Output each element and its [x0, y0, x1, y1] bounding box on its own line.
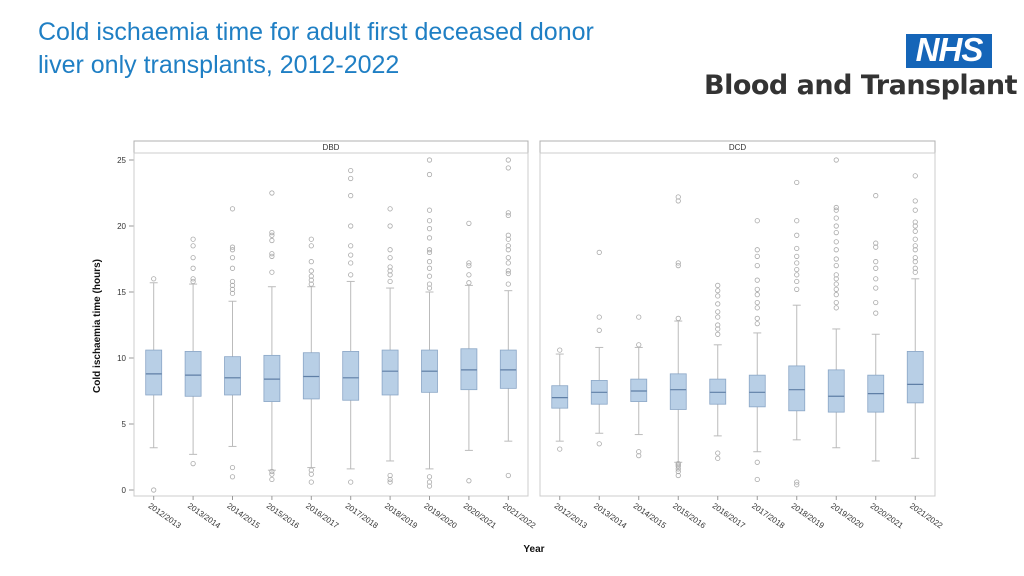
- x-tick-label: 2012/2013: [552, 501, 589, 531]
- outlier-point: [874, 277, 878, 281]
- outlier-point: [874, 300, 878, 304]
- outlier-point: [834, 300, 838, 304]
- outlier-point: [506, 282, 510, 286]
- outlier-point: [309, 269, 313, 273]
- outlier-point: [795, 254, 799, 258]
- outlier-point: [834, 282, 838, 286]
- outlier-point: [506, 158, 510, 162]
- outlier-point: [230, 245, 234, 249]
- organisation-name: Blood and Transplant: [704, 70, 1018, 101]
- box-dcd-2013-2014: [591, 250, 607, 446]
- box-dbd-2021-2022: [500, 158, 516, 478]
- y-tick-label: 15: [117, 288, 126, 297]
- outlier-point: [795, 287, 799, 291]
- outlier-point: [716, 451, 720, 455]
- outlier-point: [834, 287, 838, 291]
- outlier-point: [309, 259, 313, 263]
- x-tick-label: 2016/2017: [710, 501, 747, 531]
- outlier-point: [230, 207, 234, 211]
- outlier-point: [270, 270, 274, 274]
- iqr-box: [710, 379, 726, 404]
- outlier-point: [834, 257, 838, 261]
- x-tick-label: 2018/2019: [382, 501, 420, 531]
- outlier-point: [834, 292, 838, 296]
- iqr-box: [828, 370, 844, 412]
- outlier-point: [834, 158, 838, 162]
- outlier-point: [716, 456, 720, 460]
- outlier-point: [506, 255, 510, 259]
- outlier-point: [795, 279, 799, 283]
- outlier-point: [755, 219, 759, 223]
- iqr-box: [382, 350, 398, 395]
- outlier-point: [427, 248, 431, 252]
- outlier-point: [191, 277, 195, 281]
- iqr-box: [303, 353, 319, 399]
- outlier-point: [834, 205, 838, 209]
- outlier-point: [874, 311, 878, 315]
- outlier-point: [716, 302, 720, 306]
- outlier-point: [427, 219, 431, 223]
- outlier-point: [230, 266, 234, 270]
- x-tick-label: 2014/2015: [225, 501, 262, 531]
- outlier-point: [716, 310, 720, 314]
- outlier-point: [230, 475, 234, 479]
- outlier-point: [558, 447, 562, 451]
- panel-dbd: [134, 141, 538, 531]
- box-dcd-2012-2013: [552, 348, 568, 451]
- x-tick-label: 2017/2018: [343, 501, 380, 531]
- box-dbd-2019-2020: [422, 158, 438, 488]
- outlier-point: [349, 273, 353, 277]
- outlier-point: [388, 255, 392, 259]
- outlier-point: [427, 259, 431, 263]
- iqr-box: [146, 350, 162, 395]
- outlier-point: [191, 461, 195, 465]
- outlier-point: [795, 480, 799, 484]
- outlier-point: [467, 479, 471, 483]
- outlier-point: [349, 253, 353, 257]
- outlier-point: [152, 277, 156, 281]
- outlier-point: [834, 224, 838, 228]
- outlier-point: [795, 261, 799, 265]
- outlier-point: [309, 480, 313, 484]
- outlier-point: [834, 263, 838, 267]
- panel-title: DCD: [728, 143, 747, 152]
- outlier-point: [874, 266, 878, 270]
- iqr-box: [343, 351, 359, 400]
- outlier-point: [834, 306, 838, 310]
- box-dbd-2016-2017: [303, 237, 319, 484]
- nhs-logo-text: NHS: [915, 31, 983, 68]
- outlier-point: [506, 269, 510, 273]
- iqr-box: [225, 357, 241, 395]
- outlier-point: [230, 255, 234, 259]
- outlier-point: [506, 261, 510, 265]
- outlier-point: [716, 283, 720, 287]
- x-tick-label: 2012/2013: [146, 501, 183, 531]
- x-tick-label: 2013/2014: [185, 501, 223, 531]
- x-tick-label: 2019/2020: [422, 501, 459, 531]
- outlier-point: [834, 248, 838, 252]
- title-line-1: Cold ischaemia time for adult first deceased donor: [38, 18, 594, 46]
- box-dcd-2021-2022: [907, 174, 923, 459]
- outlier-point: [637, 343, 641, 347]
- iqr-box: [185, 351, 201, 396]
- outlier-point: [309, 244, 313, 248]
- box-dcd-2015-2016: [670, 195, 686, 478]
- x-tick-label: 2020/2021: [868, 501, 905, 531]
- outlier-point: [755, 460, 759, 464]
- outlier-point: [795, 219, 799, 223]
- outlier-point: [755, 292, 759, 296]
- outlier-point: [309, 237, 313, 241]
- outlier-point: [795, 267, 799, 271]
- outlier-point: [676, 316, 680, 320]
- iqr-box: [631, 379, 647, 401]
- outlier-point: [913, 199, 917, 203]
- outlier-point: [795, 233, 799, 237]
- outlier-point: [913, 174, 917, 178]
- box-dcd-2018-2019: [789, 180, 805, 487]
- outlier-point: [676, 261, 680, 265]
- outlier-point: [270, 191, 274, 195]
- outlier-point: [874, 193, 878, 197]
- outlier-point: [152, 488, 156, 492]
- x-tick-label: 2021/2022: [501, 501, 538, 531]
- outlier-point: [755, 306, 759, 310]
- y-tick-label: 0: [121, 486, 126, 495]
- outlier-point: [270, 238, 274, 242]
- outlier-point: [716, 332, 720, 336]
- box-dcd-2017-2018: [749, 219, 765, 482]
- x-tick-label: 2014/2015: [631, 501, 668, 531]
- outlier-point: [349, 261, 353, 265]
- outlier-point: [913, 208, 917, 212]
- outlier-point: [755, 300, 759, 304]
- outlier-point: [874, 286, 878, 290]
- outlier-point: [191, 237, 195, 241]
- y-tick-label: 25: [117, 156, 126, 165]
- outlier-point: [427, 226, 431, 230]
- box-dbd-2015-2016: [264, 191, 280, 482]
- panel-dcd: [540, 141, 945, 531]
- outlier-point: [795, 180, 799, 184]
- outlier-point: [349, 224, 353, 228]
- y-axis-label: Cold ischaemia time (hours): [92, 259, 103, 393]
- outlier-point: [716, 315, 720, 319]
- box-dbd-2012-2013: [146, 277, 162, 493]
- iqr-box: [461, 349, 477, 390]
- box-dbd-2013-2014: [185, 237, 201, 466]
- outlier-point: [834, 230, 838, 234]
- outlier-point: [191, 255, 195, 259]
- outlier-point: [349, 176, 353, 180]
- outlier-point: [427, 266, 431, 270]
- outlier-point: [755, 248, 759, 252]
- outlier-point: [913, 237, 917, 241]
- outlier-point: [270, 252, 274, 256]
- outlier-point: [388, 207, 392, 211]
- x-tick-label: 2021/2022: [908, 501, 945, 531]
- outlier-point: [755, 278, 759, 282]
- outlier-point: [755, 321, 759, 325]
- outlier-point: [637, 315, 641, 319]
- x-tick-label: 2020/2021: [461, 501, 498, 531]
- outlier-point: [755, 316, 759, 320]
- outlier-point: [270, 230, 274, 234]
- outlier-point: [467, 281, 471, 285]
- x-tick-label: 2017/2018: [750, 501, 787, 531]
- iqr-box: [264, 355, 280, 401]
- outlier-point: [270, 477, 274, 481]
- outlier-point: [349, 480, 353, 484]
- box-dbd-2014-2015: [225, 207, 241, 479]
- iqr-box: [907, 351, 923, 402]
- outlier-point: [913, 229, 917, 233]
- box-dcd-2020-2021: [868, 193, 884, 461]
- outlier-point: [230, 465, 234, 469]
- outlier-point: [874, 259, 878, 263]
- box-dbd-2020-2021: [461, 221, 477, 483]
- outlier-point: [349, 193, 353, 197]
- y-tick-label: 5: [121, 420, 126, 429]
- box-dcd-2019-2020: [828, 158, 844, 448]
- x-tick-label: 2016/2017: [304, 501, 341, 531]
- outlier-point: [834, 240, 838, 244]
- outlier-point: [597, 442, 601, 446]
- outlier-point: [795, 273, 799, 277]
- x-tick-label: 2015/2016: [671, 501, 708, 531]
- y-tick-label: 20: [117, 222, 126, 231]
- outlier-point: [755, 254, 759, 258]
- iqr-box: [749, 375, 765, 407]
- outlier-point: [467, 261, 471, 265]
- iqr-box: [670, 374, 686, 410]
- outlier-point: [427, 236, 431, 240]
- x-axis-label: Year: [523, 544, 545, 555]
- outlier-point: [597, 315, 601, 319]
- iqr-box: [500, 350, 516, 388]
- title-line-2: liver only transplants, 2012-2022: [38, 51, 400, 79]
- box-dcd-2016-2017: [710, 283, 726, 460]
- x-tick-label: 2018/2019: [789, 501, 826, 531]
- outlier-point: [191, 244, 195, 248]
- box-dbd-2017-2018: [343, 168, 359, 484]
- outlier-point: [427, 158, 431, 162]
- outlier-point: [427, 172, 431, 176]
- outlier-point: [755, 477, 759, 481]
- outlier-point: [467, 221, 471, 225]
- outlier-point: [597, 328, 601, 332]
- outlier-point: [558, 348, 562, 352]
- panel-title: DBD: [322, 143, 340, 152]
- x-tick-label: 2019/2020: [829, 501, 866, 531]
- outlier-point: [349, 244, 353, 248]
- outlier-point: [388, 248, 392, 252]
- outlier-point: [506, 211, 510, 215]
- outlier-point: [834, 216, 838, 220]
- iqr-box: [552, 386, 568, 408]
- outlier-point: [506, 166, 510, 170]
- x-tick-label: 2015/2016: [264, 501, 301, 531]
- outlier-point: [506, 473, 510, 477]
- outlier-point: [349, 168, 353, 172]
- outlier-point: [716, 288, 720, 292]
- outlier-point: [755, 287, 759, 291]
- outlier-point: [427, 475, 431, 479]
- outlier-point: [427, 274, 431, 278]
- outlier-point: [467, 273, 471, 277]
- outlier-point: [427, 208, 431, 212]
- box-dbd-2018-2019: [382, 207, 398, 485]
- outlier-point: [795, 246, 799, 250]
- outlier-point: [755, 263, 759, 267]
- outlier-point: [191, 266, 195, 270]
- x-tick-label: 2013/2014: [592, 501, 629, 531]
- box-dcd-2014-2015: [631, 315, 647, 458]
- iqr-box: [789, 366, 805, 411]
- outlier-point: [388, 224, 392, 228]
- outlier-point: [597, 250, 601, 254]
- outlier-point: [716, 294, 720, 298]
- outlier-point: [388, 279, 392, 283]
- y-tick-label: 10: [117, 354, 126, 363]
